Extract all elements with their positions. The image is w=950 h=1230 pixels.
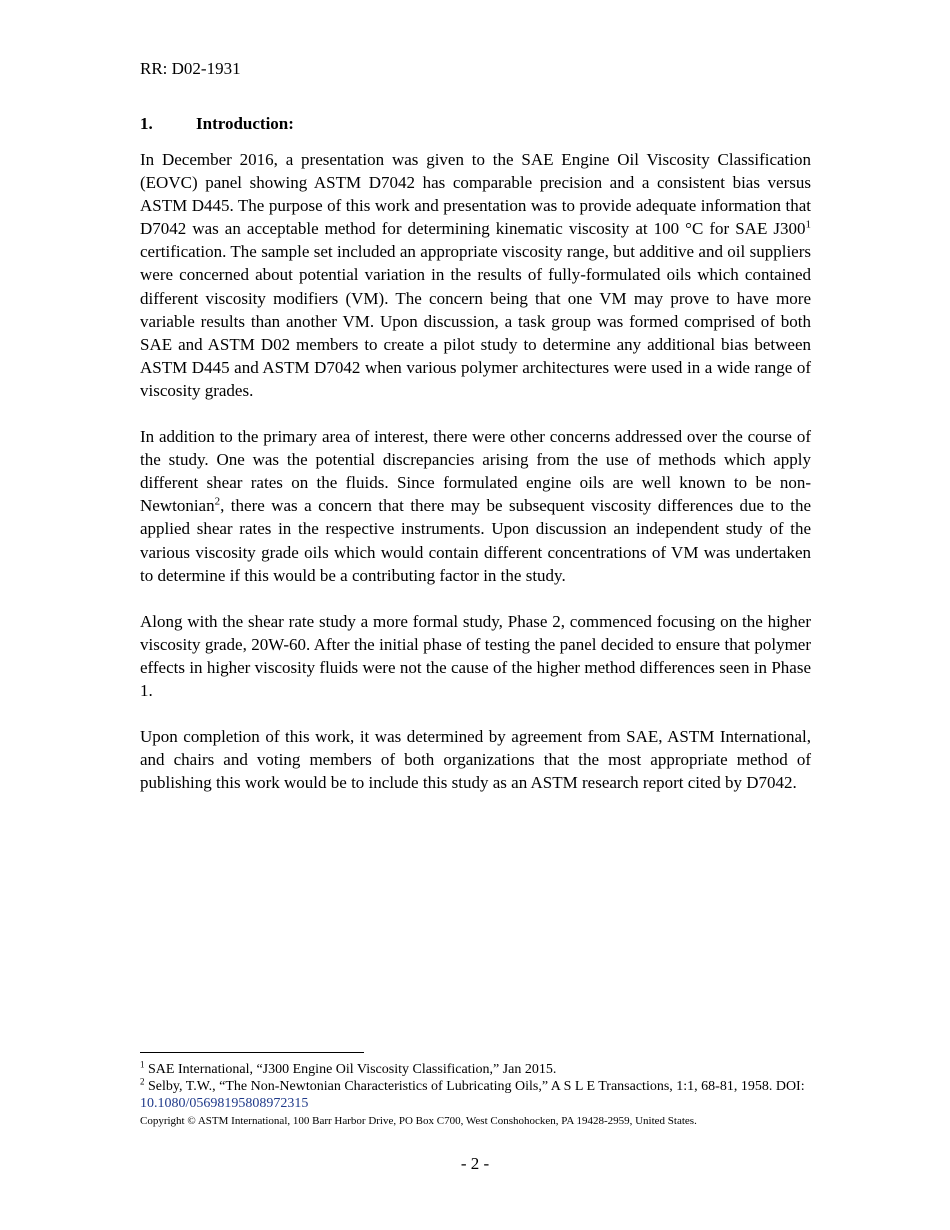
intro-paragraph-2	[140, 425, 811, 587]
document-body	[140, 112, 811, 817]
paragraph-text: certification. The sample set included an appropriate viscosity range, but additive and oil suppliers were concerned about potential variation in the results of fully-formulated oils which contained different viscosity modifiers (VM). The concern being that one VM may prove to have more variable results than another VM. Upon discussion, a task group was formed comprised of both SAE and ASTM D02 members to create a pilot study to determine any additional bias between ASTM D445 and ASTM D7042 when various polymer architectures were used in a wide range of viscosity grades.	[140, 242, 811, 400]
footnote-number: 1	[140, 1059, 145, 1070]
intro-paragraph-3: Along with the shear rate study a more formal study, Phase 2, commenced focusing on the higher viscosity grade, 20W-60. After the initial phase of testing the panel decided to ensure that polymer effects in higher viscosity fluids were not the cause of the higher method differences seen in Phase 1.	[140, 611, 811, 700]
intro-paragraph-1	[140, 148, 811, 402]
paragraph-text: , there was a concern that there may be subsequent viscosity differences due to the applied shear rates in the respective instruments. Upon discussion an independent study of the various viscosity grade oils which would contain different concentrations of VM was undertaken to determine if this would be a contributing factor in the study.	[140, 496, 811, 585]
footnote-1	[140, 1061, 811, 1078]
footnote-text: SAE International, “J300 Engine Oil Viscosity Classification,” Jan 2015.	[144, 1062, 557, 1077]
footnotes	[140, 1061, 811, 1128]
doi-link[interactable]: 10.1080/05698195808972315	[140, 1096, 309, 1111]
report-id-header: RR: D02-1931	[140, 59, 241, 78]
page-number: - 2 -	[460, 1154, 490, 1173]
copyright-notice: Copyright © ASTM International, 100 Barr Harbor Drive, PO Box C700, West Conshohocken, PA 19428-2959, United States.	[140, 1115, 697, 1127]
footnote-ref-1[interactable]: 1	[805, 218, 811, 231]
section-title: Introduction:	[196, 114, 294, 133]
footnote-2	[140, 1078, 811, 1112]
footnote-text: Selby, T.W., “The Non-Newtonian Characteristics of Lubricating Oils,” A S L E Transactions, 1:1, 68-81, 1958. DOI:	[144, 1079, 805, 1094]
intro-paragraph-4: Upon completion of this work, it was determined by agreement from SAE, ASTM International, and chairs and voting members of both organizations that the most appropriate method of publishing this work would be to include this study as an ASTM research report cited by D7042.	[140, 727, 811, 793]
paragraph-text: In December 2016, a presentation was given to the SAE Engine Oil Viscosity Classification (EOVC) panel showing ASTM D7042 has comparable precision and a consistent bias versus ASTM D445. The purpose of this work and presentation was to provide adequate information that D7042 was an acceptable method for determining kinematic viscosity at 100 °C for SAE J300	[140, 150, 811, 239]
section-heading	[140, 112, 811, 135]
footnote-number: 2	[140, 1076, 145, 1087]
footnote-separator	[140, 1052, 364, 1053]
section-number: 1.	[140, 114, 153, 133]
footnote-ref-2[interactable]: 2	[214, 495, 221, 508]
paragraph-text: In addition to the primary area of interest, there were other concerns addressed over the course of the study. One was the potential discrepancies arising from the use of methods which apply different shear rates on the fluids. Since formulated engine oils are well known to be non-Newtonian	[140, 427, 811, 516]
